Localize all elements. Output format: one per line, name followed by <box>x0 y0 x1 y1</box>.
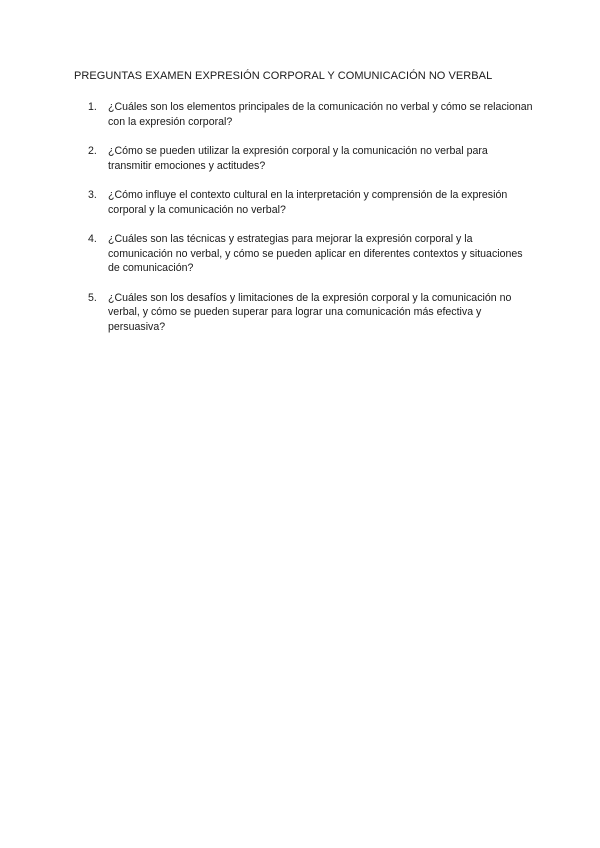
question-text: ¿Cómo se pueden utilizar la expresión corporal y la comunicación no verbal para transmitir emociones y actitudes? <box>108 145 488 172</box>
question-number: 5. <box>88 291 97 304</box>
question-list <box>74 100 534 349</box>
question-number: 4. <box>88 233 97 245</box>
question-text: ¿Cuáles son las técnicas y estrategias para mejorar la expresión corporal y la comunicación no verbal, y cómo se pueden aplicar en diferentes contextos y situaciones de comunicación? <box>108 233 523 274</box>
question-item <box>74 232 534 276</box>
question-number: 3. <box>88 189 97 201</box>
question-item <box>74 188 534 217</box>
question-item <box>74 291 534 335</box>
question-text: ¿Cuáles son los desafíos y limitaciones de la expresión corporal y la comunicación no verbal, y cómo se pueden superar para lograr una comunicación más efectiva y persuasiva? <box>108 291 512 333</box>
question-item <box>74 144 534 173</box>
question-item <box>74 100 534 129</box>
question-text: ¿Cuáles son los elementos principales de la comunicación no verbal y cómo se relacionan con la expresión corporal? <box>108 101 533 128</box>
question-text: ¿Cómo influye el contexto cultural en la interpretación y comprensión de la expresión corporal y la comunicación no verbal? <box>108 189 508 216</box>
question-number: 1. <box>88 101 97 113</box>
document-title: PREGUNTAS EXAMEN EXPRESIÓN CORPORAL Y COMUNICACIÓN NO VERBAL <box>74 70 493 82</box>
question-number: 2. <box>88 145 97 157</box>
